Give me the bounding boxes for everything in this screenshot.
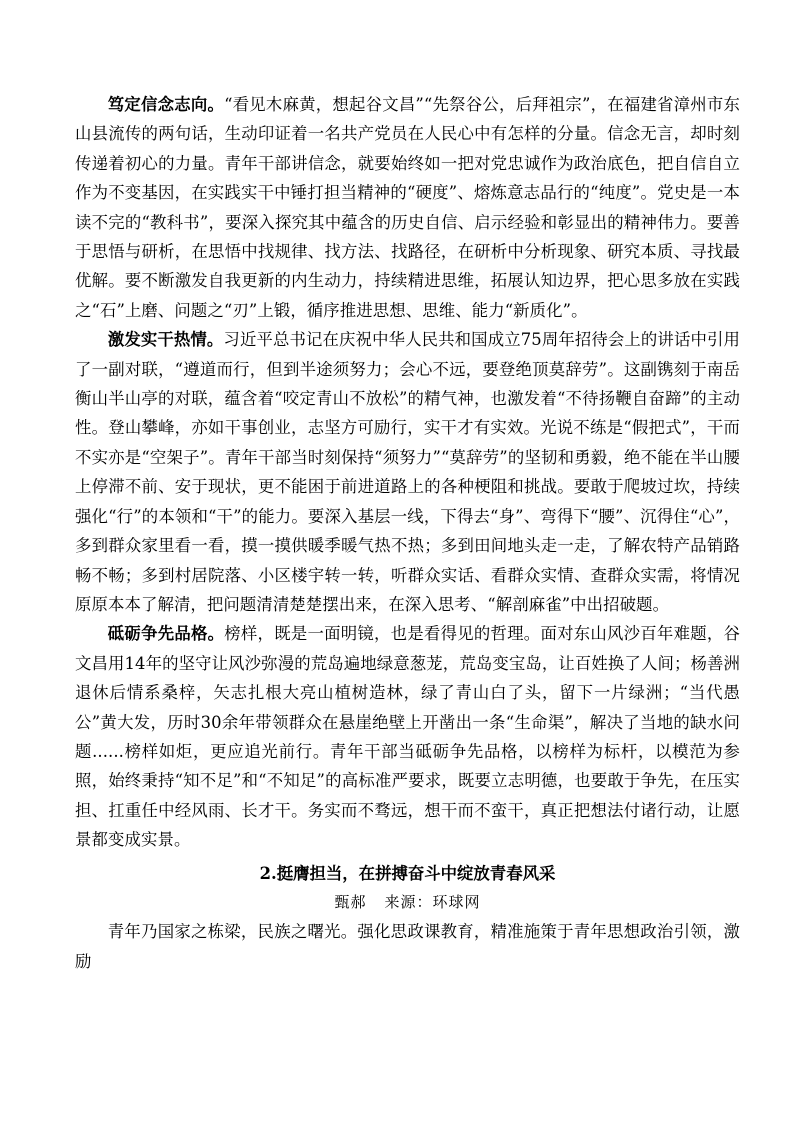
paragraph-next: 青年乃国家之栋梁，民族之曙光。强化思政课教育，精准施策于青年思想政治引领，激励: [75, 922, 740, 971]
paragraph-body: 习近平总书记在庆祝中华人民共和国成立75周年招待会上的讲话中引用了一副对联，“遵道而行，但到半途须努力；会心不远，要登绝顶莫辞劳”。这副镌刻于南岳衡山半山亭的对联，蕴含着“咬定青山不放松”的精气神，也激发着“不待扬鞭自奋蹄”的主动性。登山攀峰，亦如干事创业，志坚方可励行，实干才有实效。光说不练是“假把式”，干而不实亦是“空架子”。青年干部当时刻保持“须努力”“莫辞劳”的坚韧和勇毅，绝不能在半山腰上停滞不前、安于现状，更不能困于前进道路上的各种梗阻和挑战。要敢于爬坡过坎，持续强化“行”的本领和“干”的能力。要深入基层一线，下得去“身”、弯得下“腰”、沉得住“心”，多到群众家里看一看，摸一摸供暖季暖气热不热；多到田间地头走一走，了解农特产品销路畅不畅；多到村居院落、小区楼宇转一转，听群众实话、看群众实情、查群众实需，将情况原原本本了解清，把问题清清楚楚摆出来，在深入思考、“解剖麻雀”中出招破题。: [75, 330, 740, 614]
paragraph-lead: 笃定信念志向。: [107, 95, 225, 114]
document-page: [75, 90, 740, 976]
paragraph-body: 榜样，既是一面明镜，也是看得见的哲理。面对东山风沙百年难题，谷文昌用14年的坚守让风沙弥漫的荒岛遍地绿意葱茏，荒岛变宝岛，让百姓换了人间；杨善洲退休后情系桑梓，矢志扎根大亮山植树造林，绿了青山白了头，留下一片绿洲；“当代愚公”黄大发，历时30余年带领群众在悬崖绝壁上开凿出一条“生命渠”，解决了当地的缺水问题......榜样如炬，更应追光前行。青年干部当砥砺争先品格，以榜样为标杆，以模范为参照，始终秉持“知不足”和“不知足”的高标准严要求，既要立志明德，也要敢于争先，在压实担、扛重任中经风雨、长才干。务实而不骛远，想干而不蛮干，真正把想法付诸行动，让愿景都变成实景。: [75, 624, 740, 850]
section-heading: 2.挺膺担当，在拼搏奋斗中绽放青春风采: [259, 863, 556, 883]
paragraph-lead: 激发实干热情。: [107, 330, 224, 350]
paragraph-lead: 砥砺争先品格。: [107, 624, 225, 644]
paragraph-belief: [75, 90, 740, 325]
paragraph-action: [75, 325, 740, 619]
author-name: 甄郝: [334, 892, 367, 911]
byline: [75, 888, 740, 917]
paragraph-character: [75, 619, 740, 854]
source-label: 来源：环球网: [384, 892, 481, 911]
paragraph-body: “看见木麻黄，想起谷文昌”“先祭谷公，后拜祖宗”，在福建省漳州市东山县流传的两句话，生动印证着一名共产党员在人民心中有怎样的分量。信念无言，却时刻传递着初心的力量。青年干部讲信念，就要始终如一把对党忠诚作为政治底色，把自信自立作为不变基因，在实践实干中锤打担当精神的“硬度”、熔炼意志品行的“纯度”。党史是一本读不完的“教科书”，要深入探究其中蕴含的历史自信、启示经验和彰显出的精神伟力。要善于思悟与研析，在思悟中找规律、找方法、找路径，在研析中分析现象、研究本质、寻找最优解。要不断激发自我更新的内生动力，持续精进思维，拓展认知边界，把心思多放在实践之“石”上磨、问题之“刃”上锻，循序推进思想、思维、能力“新质化”。: [75, 95, 740, 320]
